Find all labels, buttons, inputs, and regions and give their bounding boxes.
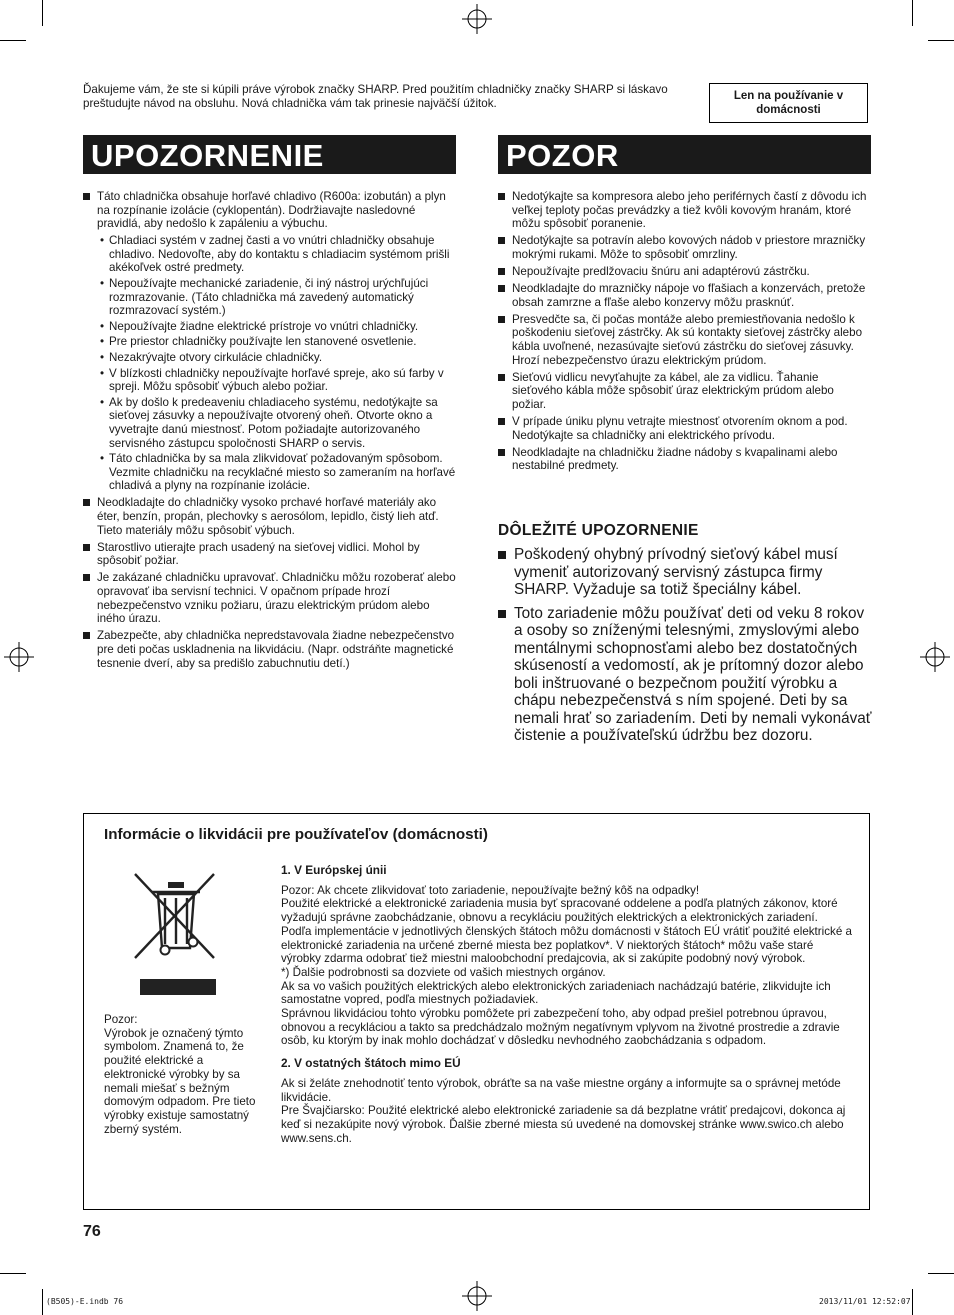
section-heading-eu: 1. V Európskej únii bbox=[281, 863, 387, 877]
crop-mark bbox=[928, 1273, 954, 1274]
crop-mark bbox=[912, 1289, 913, 1315]
crop-mark bbox=[42, 0, 43, 26]
list-subitem: • Chladiaci systém v zadnej časti a vo vnútri chladničky obsahuje chladivo. Nedovoľte, aby do kontaktu s chladiacim systémom prišli akékoľvek ostré predmety. bbox=[100, 234, 450, 275]
important-heading: DÔLEŽITÉ UPOZORNENIE bbox=[498, 522, 699, 539]
crop-mark bbox=[0, 1273, 26, 1274]
list-subitem: • Táto chladnička by sa mala zlikvidovať požadovaným spôsobom. Vezmite chladničku na recyklačné miesto so zameraním na horľavé chladivá a plyny na rozpínanie izolácie. bbox=[100, 452, 456, 493]
registration-mark-icon bbox=[4, 642, 34, 672]
intro-text: Ďakujeme vám, že ste si kúpili práve výrobok značky SHARP. Pred použitím chladničky značky SHARP si láskavo preštudujte návod na obsluhu. Nová chladnička vám tak prinesie najväčší úžitok. bbox=[83, 83, 668, 110]
list-subitem: • Nepoužívajte mechanické zariadenie, či iný nástroj urýchľujúci rozmrazovanie. (Táto chladnička má zavedený automatický rozmrazovací systém.) bbox=[100, 277, 429, 318]
paragraph: Ak si želáte znehodnotiť tento výrobok, obráťte sa na vaše miestne orgány a informujte sa o správnej metóde likvidácie. bbox=[281, 1076, 841, 1104]
list-item: Presvedčte sa, či počas montáže alebo premiestňovania nedošlo k poškodeniu sieťovej zástrčky. Ak sú kontakty sieťovej zástrčky alebo kábla uvoľnené, nezasúvajte sieťovú zástrčku do sieťovej zásuvky. Hrozí nebezpečenstvo úrazu elektrickým prúdom. bbox=[498, 313, 870, 367]
list-item: Toto zariadenie môžu používať deti od veku 8 rokov a osoby so zníženými telesnými, zmyslovými alebo mentálnymi schopnosťami alebo bez dostatočných skúseností a vedomostí, ak je prítomný dozor alebo boli inštruované o bezpečnom použití výrobku a chápu nebezpečenstvá s ním spojené. Deti by sa nemali hrať so zariadením. Deti by nemali vykonávať čistenie a používateľskú údržbu bez dozoru. bbox=[498, 605, 873, 745]
paragraph: Pozor: Ak chcete zlikvidovať toto zariadenie, nepoužívajte bežný kôš na odpadky! bbox=[281, 883, 700, 897]
page-number: 76 bbox=[83, 1223, 101, 1240]
list-item: Neodkladajte do chladničky vysoko prchavé horľavé materiály ako éter, benzín, propán, plechovky s aerosólom, lepidlo, čistý lieh atď. Tieto materiály môžu spôsobiť výbuch. bbox=[83, 496, 458, 537]
list-subitem: • Nezakrývajte otvory cirkulácie chladničky. bbox=[100, 351, 323, 365]
paragraph: Použité elektrické a elektronické zariadenia musia byť spracované oddelene a podľa platných zákonov, ktoré vyžadujú správne zaobchádzanie, obnovu a recykláciu použitých elektrických a elektronických zariadení. bbox=[281, 897, 838, 925]
paragraph: Pre Švajčiarsko: Použité elektrické alebo elektronické zariadenie sa dá bezplatne vrátiť predajcovi, dokonca aj keď si nezakúpite nový výrobok. Ďalšie zberné miesta sú uvedené na domovskej stránke www.swico.ch alebo www.sens.ch. bbox=[281, 1104, 846, 1145]
crop-mark bbox=[912, 0, 913, 26]
list-item: Neodkladajte na chladničku žiadne nádoby s kvapalinami alebo nestabilné predmety. bbox=[498, 446, 870, 473]
important-list bbox=[498, 546, 873, 751]
paragraph: Podľa implementácie v jednotlivých členských štátoch môžu domácnosti v štátoch EÚ vrátiť použité elektrické a elektronické zariadenia na určené zberné miesta bez poplatkov*. V niektorých štátoch* môžu vaše staré výrobky zdarma odobrať tiež miestni maloobchodní predajcovia, ak si zakúpite podobný nový výrobok. bbox=[281, 924, 852, 966]
list-item: Neodkladajte do mrazničky nápoje vo fľašiach a konzervách, pretože obsah zamrzne a fľaše alebo konzervy môžu prasknúť. bbox=[498, 282, 870, 309]
list-subitem: • Nepoužívajte žiadne elektrické prístroje vo vnútri chladničky. bbox=[100, 319, 419, 333]
list-subitem: • V blízkosti chladničky nepoužívajte horľavé spreje, ako sú farby v spreji. Môžu spôsobiť výbuch alebo požiar. bbox=[100, 366, 444, 394]
registration-mark-icon bbox=[462, 4, 492, 34]
disposal-note: Pozor: Výrobok je označený týmto symbolom. Znamená to, že použité elektrické a elektronické výrobky by sa nemali miešať s bežným domovým odpadom. Pre tieto výrobky existuje samostatný zberný systém. bbox=[104, 1013, 256, 1136]
disposal-info-text bbox=[281, 864, 853, 1145]
warning-list bbox=[83, 190, 458, 674]
section-heading-non-eu: 2. V ostatných štátoch mimo EÚ bbox=[281, 1056, 461, 1071]
crop-mark bbox=[928, 40, 954, 41]
caution-banner: POZOR bbox=[498, 135, 871, 174]
crossed-out-wheelie-bin-icon bbox=[132, 866, 220, 998]
crop-mark bbox=[42, 1289, 43, 1315]
list-item: Nepoužívajte predlžovaciu šnúru ani adaptérovú zástrčku. bbox=[498, 265, 870, 279]
list-item: V prípade úniku plynu vetrajte miestnosť otvorením oknom a pod. Nedotýkajte sa chladničky ani elektrického prívodu. bbox=[498, 415, 870, 442]
list-item: Nedotýkajte sa potravín alebo kovových nádob v priestore mrazničky mokrými rukami. Môže to spôsobiť omrzliny. bbox=[498, 234, 870, 261]
list-item: Poškodený ohybný prívodný sieťový kábel musí vymeniť autorizovaný servisný zástupca firmy SHARP. Vyžaduje sa totiž špeciálny kábel. bbox=[498, 546, 873, 599]
paragraph: *) Ďalšie podrobnosti sa dozviete od vašich miestnych orgánov. bbox=[281, 965, 606, 979]
list-item: Starostlivo utierajte prach usadený na sieťovej vidlici. Mohol by spôsobiť požiar. bbox=[83, 541, 458, 568]
list-item: Je zakázané chladničku upravovať. Chladničku môžu rozoberať alebo opravovať iba servisní technici. V opačnom prípade hrozí nebezpečenstvo vzniku požiaru, úrazu elektrickým prúdom alebo iného úrazu. bbox=[83, 571, 458, 625]
paragraph: Správnou likvidáciou tohto výrobku pomôžete pri zabezpečení toho, aby odpad prešiel potrebnou úpravou, obnovou a recykláciou a takto sa predchádzalo možným negatívnym vplyvom na životné prostredie a zdravie osôb, ku ktorým by inak mohlo dochádzať v dôsledku nevhodného zaobchádzania s odpadom. bbox=[281, 1007, 840, 1048]
list-item: Nedotýkajte sa kompresora alebo jeho periférnych častí z dôvodu ich veľkej teploty počas prevádzky a tiež kvôli kovovým hranám, ktoré môžu spôsobiť poranenie. bbox=[498, 190, 870, 231]
list-item: Sieťovú vidlicu nevyťahujte za kábel, ale za vidlicu. Ťahanie sieťového kábla môže spôsobiť úraz elektrickým prúdom alebo požiar. bbox=[498, 371, 870, 412]
registration-mark-icon bbox=[920, 642, 950, 672]
warning-banner: UPOZORNENIE bbox=[83, 135, 456, 174]
caution-list bbox=[498, 190, 870, 476]
list-item: Táto chladnička obsahuje horľavé chladivo (R600a: izobután) a plyn na rozpínanie izolácie (cyklopentán). Dodržiavajte nasledovné pravidlá, aby nedošlo k zapáleniu a výbuchu. bbox=[83, 190, 458, 231]
print-slug-file: (B505)-E.indb 76 bbox=[46, 1297, 124, 1306]
print-slug-date: 2013/11/01 12:52:07 bbox=[819, 1297, 911, 1306]
crop-mark bbox=[0, 40, 26, 41]
registration-mark-icon bbox=[462, 1281, 492, 1311]
list-subitem: • Pre priestor chladničky používajte len stanovené osvetlenie. bbox=[100, 335, 417, 349]
disposal-info-title: Informácie o likvidácii pre používateľov (domácnosti) bbox=[104, 826, 488, 843]
list-subitem: • Ak by došlo k predeaveniu chladiaceho systému, nedotýkajte sa sieťovej zásuvky a nepoužívajte otvorený oheň. Otvorte okno a vyvetrajte danú miestnosť. Potom požiadajte autorizovaného servisného zástupcu spoločnosti SHARP o servis. bbox=[100, 395, 438, 450]
paragraph: Ak sa vo vašich použitých elektrických alebo elektronických zariadeniach nachádzajú batérie, zlikvidujte ich samostatne vopred, podľa miestnych požiadaviek. bbox=[281, 979, 831, 1007]
list-item: Zabezpečte, aby chladnička nepredstavovala žiadne nebezpečenstvo pre deti počas uskladnenia na likvidáciu. (Napr. odstráňte magnetické tesnenie dverí, aby sa predišlo zabuchnutiu detí.) bbox=[83, 629, 458, 670]
household-use-badge: Len na používanie v domácnosti bbox=[709, 83, 868, 123]
